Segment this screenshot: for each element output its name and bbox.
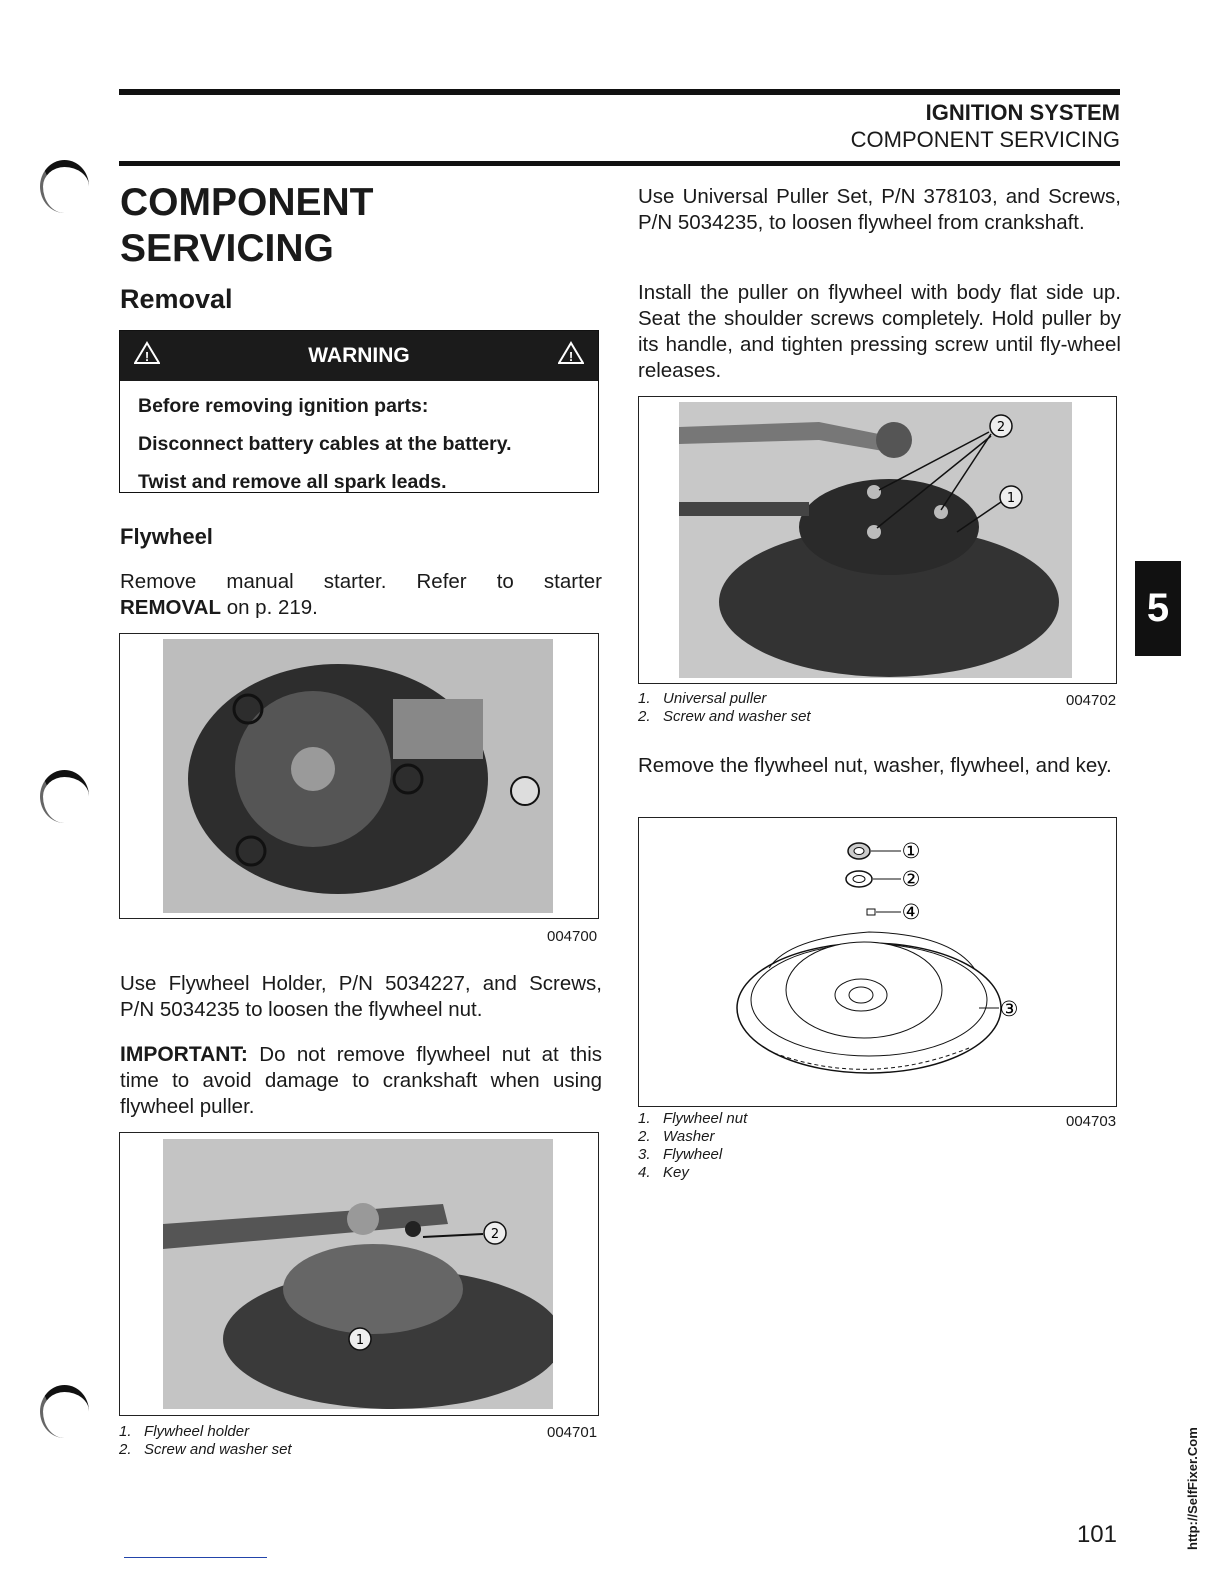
figure-number: 004703 [1066,1113,1117,1130]
page-number: 101 [1076,1521,1117,1548]
removal-heading: Removal [120,284,233,314]
caption-text: Flywheel [663,1146,723,1163]
page-ref: on p. 219. [226,596,318,619]
side-watermark-url: http://SelfFixer.Com [1185,1427,1200,1550]
callout-number: 2. [119,1441,132,1458]
callout-number: 4. [638,1164,651,1181]
warning-line: Disconnect battery cables at the battery. [138,433,512,455]
flywheel-exploded-diagram [639,818,1116,1106]
svg-text:2: 2 [996,420,1006,435]
figure-number: 004700 [547,928,598,945]
warning-box [119,330,599,493]
header-section: IGNITION SYSTEM [925,100,1120,125]
page-title: COMPONENT SERVICING [120,181,374,270]
flywheel-heading: Flywheel [120,524,213,549]
warning-line: Twist and remove all spark leads. [138,471,447,493]
section-rule [119,161,1120,166]
removal-ref: REMOVAL [120,596,221,619]
callout-number: 1. [119,1423,132,1440]
puller-photo [679,402,1072,678]
warning-triangle-icon [134,341,160,371]
caption-text: Universal puller [663,690,767,707]
svg-text:!: ! [568,349,574,364]
header-rule [119,89,1120,95]
figure-number: 004701 [547,1424,598,1441]
important-paragraph [120,1042,602,1120]
svg-text:2: 2 [490,1227,500,1242]
marker-label: ① [901,839,921,863]
figure-number: 004702 [1066,692,1117,709]
remove-paragraph: Remove the flywheel nut, washer, flywheel, and key. [638,754,1112,777]
manual-starter-paragraph [120,569,602,621]
marker-label: ③ [999,997,1019,1021]
svg-text:!: ! [144,349,150,364]
flywheel-holder-photo [163,1139,553,1409]
caption-text: Flywheel nut [663,1110,748,1127]
figure-004702 [638,396,1117,684]
figure-004703 [638,817,1117,1107]
callout-number: 2. [638,1128,651,1145]
caption-text: Washer [663,1128,715,1145]
binder-hole [40,160,89,213]
caption-list [638,690,811,726]
figure-004701 [119,1132,599,1416]
callout-number: 1. [638,690,651,707]
install-paragraph: Install the puller on flywheel with body flat side up. Seat the shoulder screws completely. Hold puller by its handle, and tighten pressing screw until fly-wheel releases. [638,281,1121,382]
svg-text:1: 1 [1006,491,1016,506]
marker-label: ② [901,867,921,891]
warning-label: WARNING [308,344,410,367]
callout-number: 3. [638,1146,651,1163]
binder-hole [40,770,89,823]
caption-text: Screw and washer set [663,708,811,725]
figure-004700 [119,633,599,919]
holder-paragraph: Use Flywheel Holder, P/N 5034227, and Screws, P/N 5034235 to loosen the flywheel nut. [120,972,602,1021]
caption-text: Flywheel holder [144,1423,250,1440]
puller-paragraph: Use Universal Puller Set, P/N 378103, and Screws, P/N 5034235, to loosen flywheel from crankshaft. [638,185,1121,234]
warning-triangle-icon [558,341,584,371]
paragraph-text: Remove manual starter. Refer to starter [120,570,602,593]
binder-hole [40,1385,89,1438]
caption-list [638,1110,747,1182]
important-text: Do not remove flywheel nut at this time to avoid damage to crankshaft when using flywheel puller. [120,1043,602,1118]
caption-text: Key [663,1164,689,1181]
starter-removal-photo [163,639,553,913]
warning-line: Before removing ignition parts: [138,395,429,417]
callout-number: 1. [638,1110,651,1127]
important-label: IMPORTANT: [120,1043,248,1066]
caption-text: Screw and washer set [144,1441,292,1458]
svg-text:1: 1 [355,1333,365,1348]
callout-number: 2. [638,708,651,725]
header-subsection: COMPONENT SERVICING [850,127,1120,152]
caption-list [119,1423,292,1459]
chapter-tab: 5 [1135,561,1181,656]
footer-line [124,1557,267,1558]
warning-header [120,331,598,381]
marker-label: ④ [901,900,921,924]
